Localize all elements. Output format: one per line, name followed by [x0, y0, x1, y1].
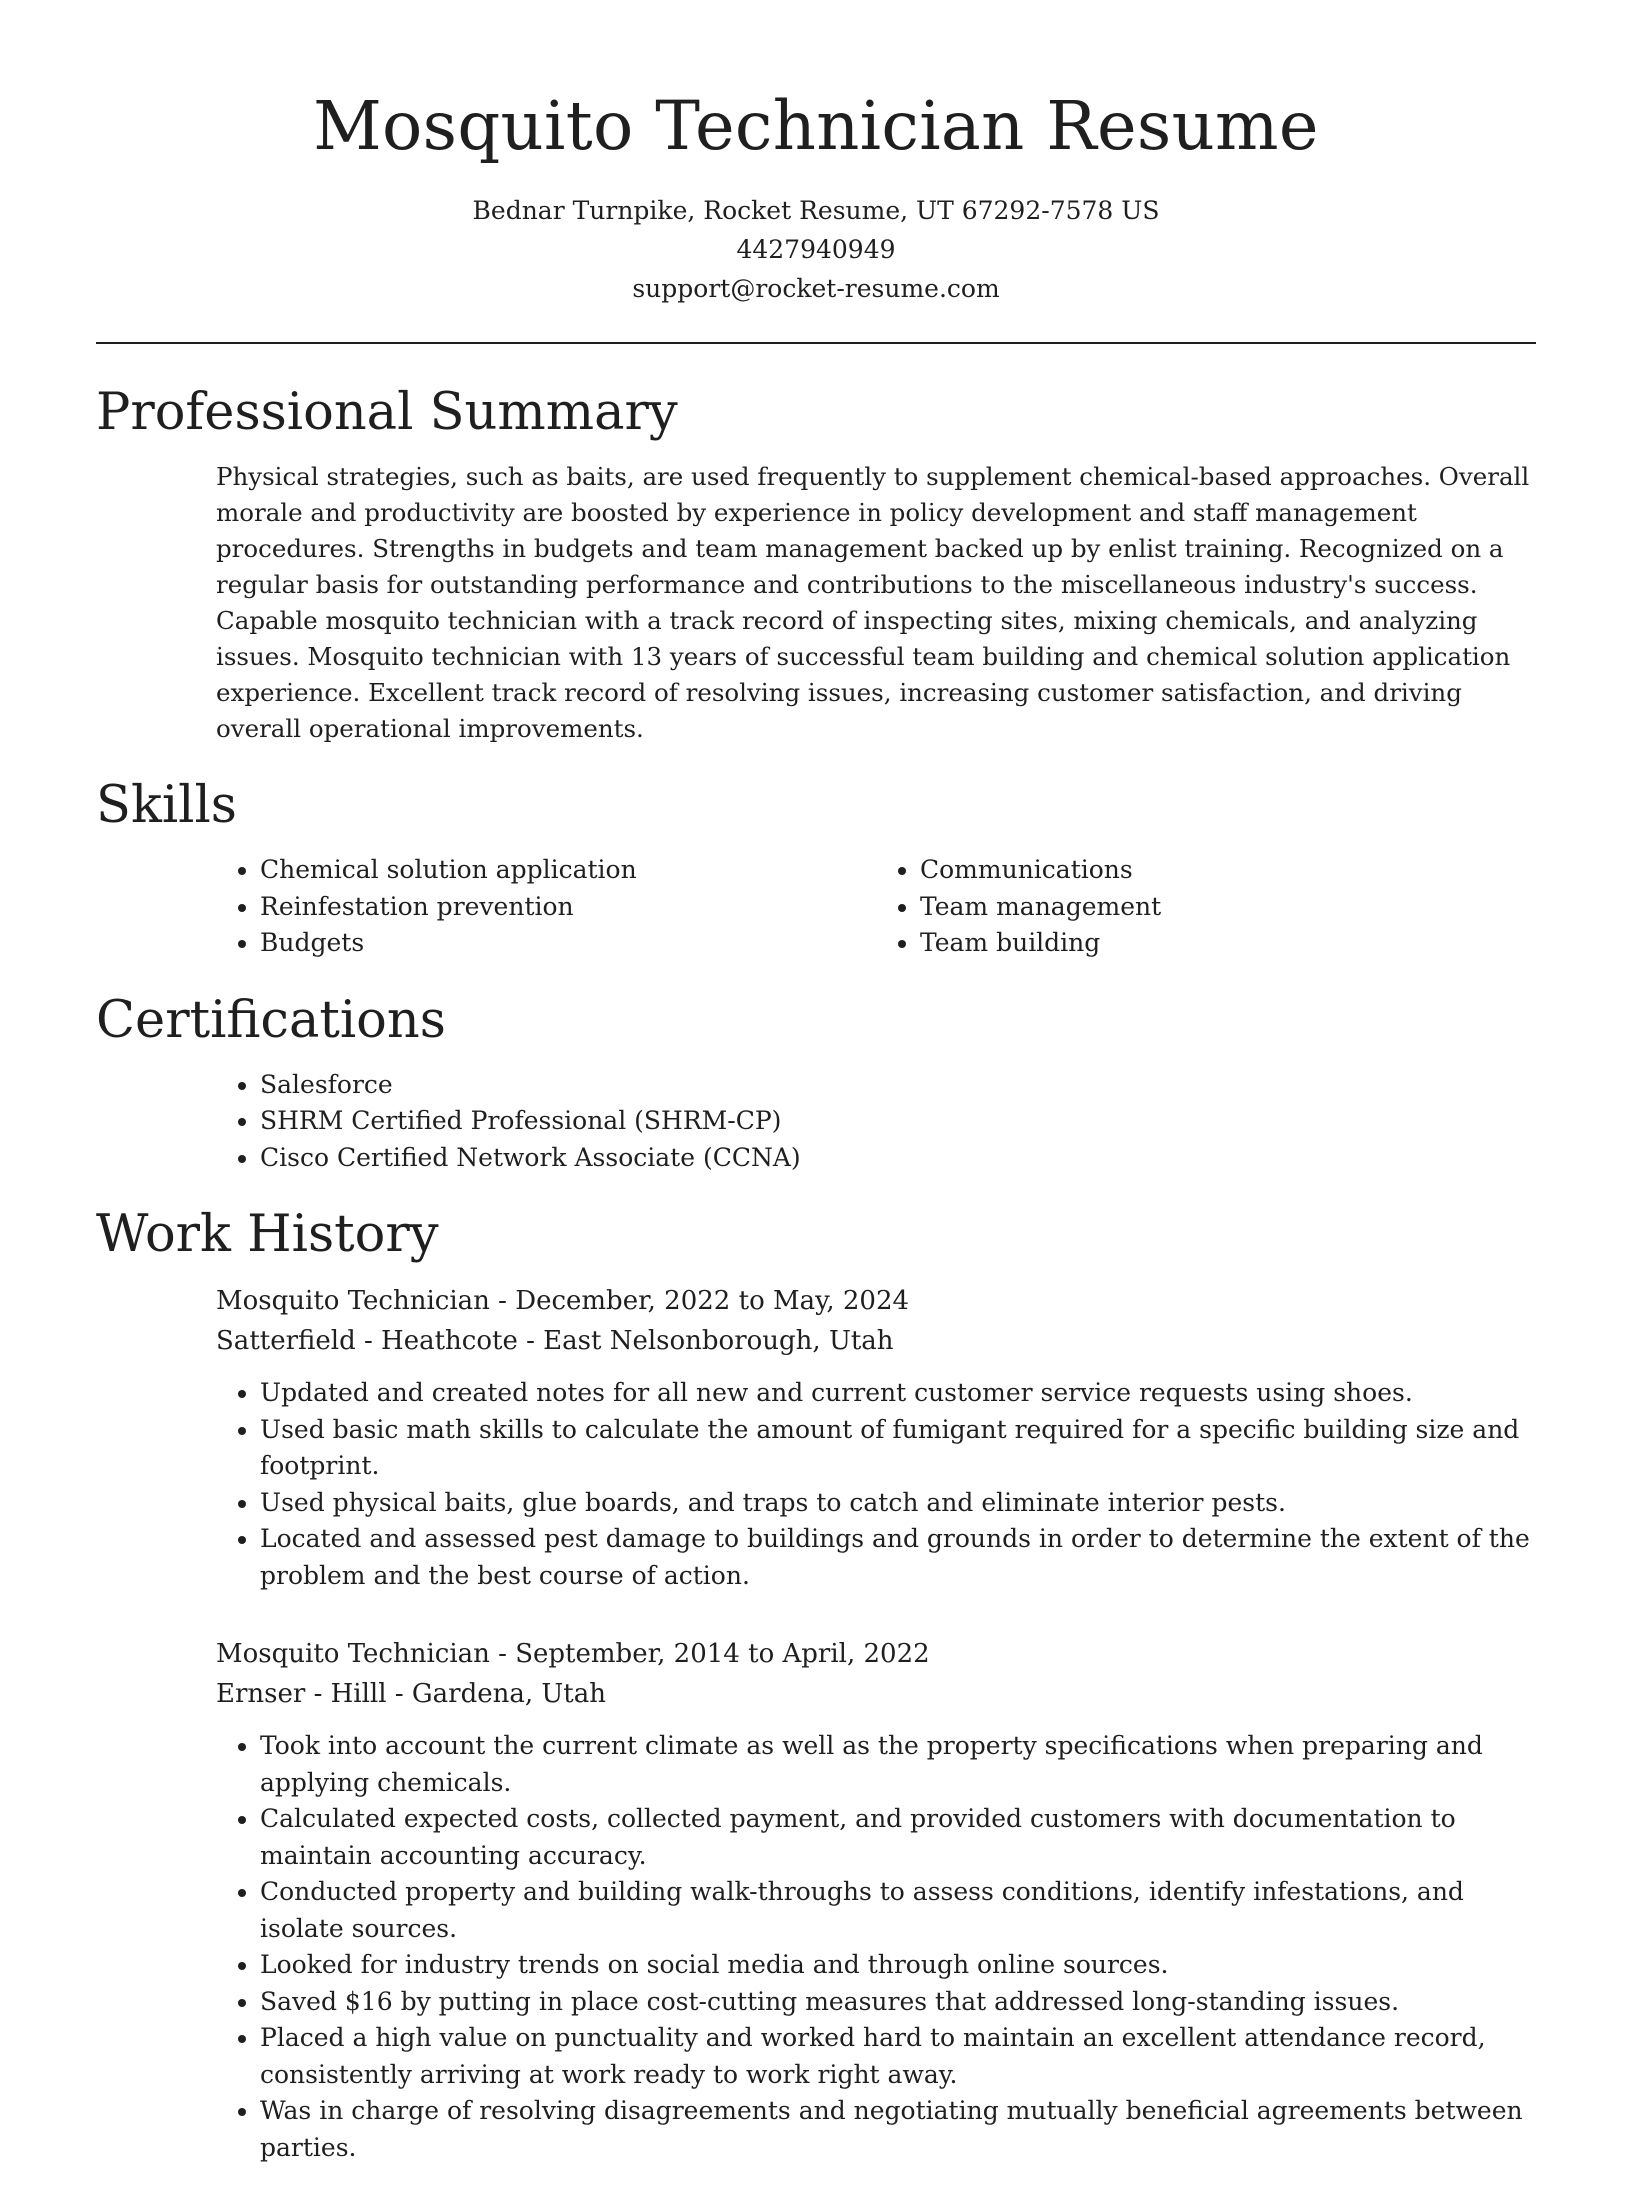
header-divider [96, 342, 1536, 344]
contact-block [0, 191, 1632, 308]
job-title-line: Mosquito Technician - December, 2022 to May, 2024 [216, 1286, 910, 1316]
job-title: Mosquito Technician [216, 1639, 490, 1669]
summary-text: Physical strategies, such as baits, are used frequently to supplement chemical-based approaches. Overall morale and productivity are boosted by experience in policy development and staff management procedures. Strengths in budgets and team management backed up by enlist training. Recognized on a regular basis for outstanding performance and contributions to the miscellaneous industry's success. Capable mosquito technician with a track record of inspecting sites, mixing chemicals, and analyzing issues. Mosquito technician with 13 years of successful team building and chemical solution application experience. Excellent track record of resolving issues, increasing customer satisfaction, and driving overall operational improvements. [216, 462, 1530, 743]
resume-body [96, 380, 1536, 2206]
skills-left-list [96, 852, 876, 962]
certifications-list [96, 1067, 1536, 1177]
skill-item: • Reinfestation prevention [260, 889, 876, 926]
resume-title: Mosquito Technician Resume [313, 87, 1319, 165]
job-location: East Nelsonborough, Utah [543, 1326, 894, 1356]
summary-section [96, 380, 1536, 747]
certification-item: • Cisco Certified Network Associate (CCNA) [260, 1140, 1536, 1177]
job-bullet: • Looked for industry trends on social media and through online sources. [260, 1947, 1536, 1984]
skills-columns [96, 852, 1536, 962]
job-company: Satterfield - Heathcote [216, 1326, 518, 1356]
job-dates: September, 2014 to April, 2022 [515, 1639, 930, 1669]
job-bullets [216, 1375, 1536, 1594]
job-bullet: • Used basic math skills to calculate the amount of fumigant required for a specific building size and footprint. [260, 1412, 1536, 1485]
job-bullet: • Calculated expected costs, collected payment, and provided customers with documentation to maintain accounting accuracy. [260, 1801, 1536, 1874]
resume-header [0, 0, 1632, 308]
job-location: Gardena, Utah [411, 1679, 607, 1709]
certifications-heading: Certifications [96, 990, 446, 1050]
phone: 4427940949 [736, 235, 896, 264]
work-history-section [96, 1202, 1536, 2166]
skill-item: • Budgets [260, 925, 876, 962]
job-dates: December, 2022 to May, 2024 [515, 1286, 910, 1316]
work-history-heading: Work History [96, 1205, 439, 1264]
skill-item: • Team management [920, 889, 1536, 926]
job-bullet: • Was in charge of resolving disagreements and negotiating mutually beneficial agreements between parties. [260, 2093, 1536, 2166]
job-bullets [216, 1728, 1536, 2166]
skills-right-list [876, 852, 1536, 962]
job-entry [216, 1281, 1536, 1594]
job-bullet: • Placed a high value on punctuality and worked hard to maintain an excellent attendance record, consistently arriving at work ready to work right away. [260, 2020, 1536, 2093]
job-bullet: • Took into account the current climate as well as the property specifications when preparing and applying chemicals. [260, 1728, 1536, 1801]
skill-item: • Chemical solution application [260, 852, 876, 889]
job-company-line: Ernser - Hilll - Gardena, Utah [216, 1679, 607, 1709]
summary-heading: Professional Summary [96, 383, 678, 442]
address: Bednar Turnpike, Rocket Resume, UT 67292-7578 US [472, 196, 1160, 225]
job-company: Ernser - Hilll [216, 1679, 387, 1709]
job-entry [216, 1634, 1536, 2166]
skill-item: • Communications [920, 852, 1536, 889]
skills-heading: Skills [96, 776, 237, 835]
certification-item: • SHRM Certified Professional (SHRM-CP) [260, 1103, 1536, 1140]
certification-item: • Salesforce [260, 1067, 1536, 1104]
job-bullet: • Updated and created notes for all new and current customer service requests using shoes. [260, 1375, 1536, 1412]
skills-section [96, 773, 1536, 962]
job-bullet: • Located and assessed pest damage to buildings and grounds in order to determine the extent of the problem and the best course of action. [260, 1521, 1536, 1594]
job-bullet: • Used physical baits, glue boards, and traps to catch and eliminate interior pests. [260, 1485, 1536, 1522]
job-title: Mosquito Technician [216, 1286, 490, 1316]
email: support@rocket-resume.com [632, 274, 1000, 303]
job-company-line: Satterfield - Heathcote - East Nelsonborough, Utah [216, 1326, 894, 1356]
certifications-section [96, 988, 1536, 1177]
job-bullet: • Conducted property and building walk-throughs to assess conditions, identify infestations, and isolate sources. [260, 1874, 1536, 1947]
skill-item: • Team building [920, 925, 1536, 962]
job-title-line: Mosquito Technician - September, 2014 to April, 2022 [216, 1639, 930, 1669]
job-bullet: • Saved $16 by putting in place cost-cutting measures that addressed long-standing issues. [260, 1984, 1536, 2021]
